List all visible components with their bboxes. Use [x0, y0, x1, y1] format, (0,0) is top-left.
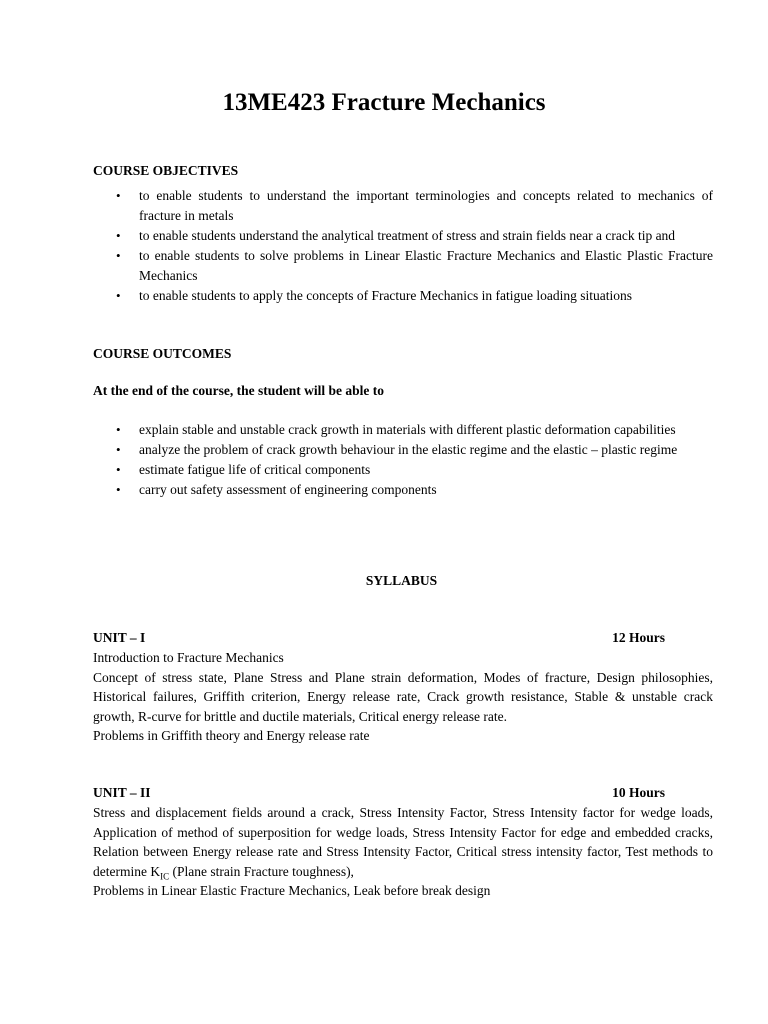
outcome-text: carry out safety assessment of engineering components	[139, 482, 437, 497]
outcome-item	[93, 480, 713, 500]
bullet-icon: •	[116, 248, 121, 263]
unit-1-name: UNIT – I	[93, 630, 146, 645]
outcome-item	[93, 460, 713, 480]
outcomes-heading: COURSE OUTCOMES	[93, 346, 232, 361]
objective-item	[93, 186, 713, 226]
outcomes-intro: At the end of the course, the student will be able to	[93, 383, 384, 398]
unit-2-content	[93, 803, 713, 901]
objective-text: to enable students to solve problems in Linear Elastic Fracture Mechanics and Elastic Plastic Fracture Mechanics	[139, 248, 713, 283]
objective-item	[93, 246, 713, 286]
bullet-icon: •	[116, 422, 121, 437]
unit-2-text-before: Stress and displacement fields around a crack, Stress Intensity Factor, Stress Intensity factor for wedge loads, Application of method of superposition for wedge loads, Stress Intensity Factor for edge and embedded cracks, Relation between Energy release rate and Stress Intensity Factor, Critical stress intensity factor, Test methods to determine K	[93, 805, 713, 879]
objectives-heading: COURSE OBJECTIVES	[93, 163, 239, 178]
unit-1-header	[93, 628, 665, 648]
bullet-icon: •	[116, 482, 121, 497]
bullet-icon: •	[116, 288, 121, 303]
outcome-text: explain stable and unstable crack growth in materials with different plastic deformation capabilities	[139, 422, 676, 437]
unit-1-hours: 12 Hours	[612, 630, 665, 645]
course-title: 13ME423 Fracture Mechanics	[222, 89, 546, 116]
unit-1-problems: Problems in Griffith theory and Energy release rate	[93, 728, 370, 743]
unit-2-problems: Problems in Linear Elastic Fracture Mechanics, Leak before break design	[93, 883, 491, 898]
unit-2-hours: 10 Hours	[612, 785, 665, 800]
bullet-icon: •	[116, 442, 121, 457]
outcome-text: estimate fatigue life of critical components	[139, 462, 371, 477]
unit-2-description	[93, 803, 713, 881]
bullet-icon: •	[116, 188, 121, 203]
objective-item	[93, 286, 713, 306]
unit-1-description: Concept of stress state, Plane Stress and Plane strain deformation, Modes of fracture, Design philosophies, Historical failures, Griffith criterion, Energy release rate, Crack growth resistance, Stable & unstable crack growth, R-curve for brittle and ductile materials, Critical energy release rate.	[93, 669, 713, 724]
unit-2-header	[93, 783, 665, 803]
unit-1-topic: Introduction to Fracture Mechanics	[93, 650, 284, 665]
outcomes-list	[93, 420, 713, 500]
objective-item	[93, 226, 713, 246]
unit-2-text-after: (Plane strain Fracture toughness),	[169, 863, 354, 879]
objective-text: to enable students to understand the important terminologies and concepts related to mechanics of fracture in metals	[139, 188, 713, 223]
bullet-icon: •	[116, 462, 121, 477]
kic-subscript: IC	[160, 871, 170, 882]
outcome-text: analyze the problem of crack growth behaviour in the elastic regime and the elastic – plastic regime	[139, 442, 678, 457]
syllabus-heading: SYLLABUS	[365, 573, 438, 588]
unit-1-content	[93, 648, 713, 746]
objective-text: to enable students to apply the concepts of Fracture Mechanics in fatigue loading situations	[139, 288, 632, 303]
objectives-list	[93, 186, 713, 306]
objective-text: to enable students understand the analytical treatment of stress and strain fields near a crack tip and	[139, 228, 676, 243]
outcome-item	[93, 440, 713, 460]
outcome-item	[93, 420, 713, 440]
bullet-icon: •	[116, 228, 121, 243]
unit-2-name: UNIT – II	[93, 785, 151, 800]
